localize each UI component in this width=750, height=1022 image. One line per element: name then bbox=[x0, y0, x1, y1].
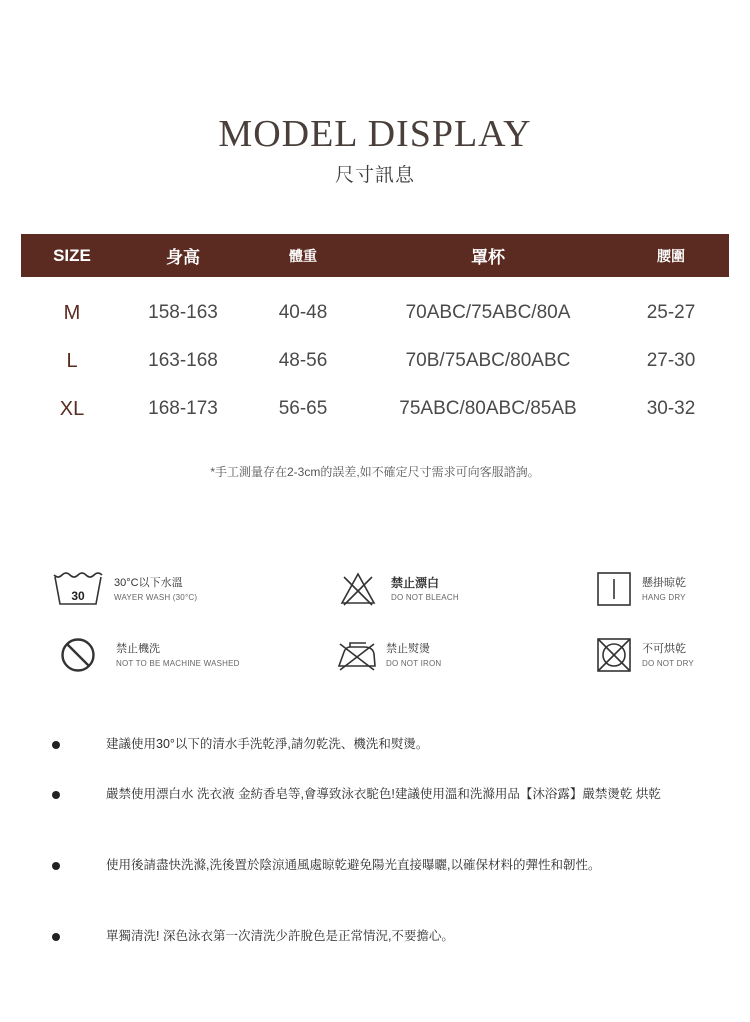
column-header-cup: 罩杯 bbox=[471, 248, 505, 267]
size-cell: L bbox=[66, 349, 78, 372]
height-cell: 163-168 bbox=[148, 350, 218, 371]
svg-text:30: 30 bbox=[71, 589, 85, 603]
waist-cell: 27-30 bbox=[646, 350, 696, 371]
care-label-en: HANG DRY bbox=[642, 593, 686, 602]
cup-cell: 70ABC/75ABC/80A bbox=[405, 302, 571, 323]
column-header-waist: 腰圍 bbox=[657, 247, 685, 264]
weight-cell: 48-56 bbox=[278, 350, 328, 371]
instruction-text: 嚴禁使用漂白水 洗衣液 金紡香皂等,會導致泳衣駝色!建議使用溫和洗滌用品【沐浴露】嚴禁燙乾 烘乾 bbox=[106, 787, 661, 801]
instruction-text: 使用後請盡快洗滌,洗後置於陰涼通風處晾乾避免陽光直接曝曬,以確保材料的彈性和韌性。 bbox=[106, 858, 601, 872]
list-item bbox=[52, 788, 692, 805]
care-label-en: WAYER WASH (30°C) bbox=[114, 593, 198, 602]
no-bleach-icon bbox=[339, 571, 377, 607]
cup-cell: 75ABC/80ABC/85AB bbox=[399, 398, 577, 419]
care-label: 30°C以下水溫 bbox=[114, 577, 183, 589]
column-header-height: 身高 bbox=[166, 248, 200, 267]
column-header-weight: 體重 bbox=[289, 247, 317, 264]
care-item-wash-30 bbox=[52, 571, 197, 607]
bullet-dot bbox=[52, 741, 60, 749]
care-item-no-tumble-dry bbox=[596, 637, 694, 673]
list-item bbox=[52, 930, 692, 947]
height-cell: 158-163 bbox=[148, 302, 218, 323]
care-item-hang-dry bbox=[596, 571, 686, 607]
weight-cell: 40-48 bbox=[278, 302, 328, 323]
size-cell: M bbox=[63, 301, 81, 324]
care-label: 禁止熨燙 bbox=[386, 643, 430, 655]
hang-dry-icon bbox=[596, 571, 632, 607]
table-row bbox=[21, 289, 729, 337]
instruction-text: 建議使用30°以下的清水手洗乾淨,請勿乾洗、機洗和熨燙。 bbox=[106, 737, 429, 751]
care-label-en: DO NOT BLEACH bbox=[391, 593, 459, 602]
care-item-no-machine-wash bbox=[60, 637, 240, 673]
waist-cell: 30-32 bbox=[646, 398, 696, 419]
care-label: 禁止機洗 bbox=[116, 643, 160, 655]
page-subtitle: 尺寸訊息 bbox=[334, 165, 415, 186]
care-item-no-bleach bbox=[339, 571, 459, 607]
instruction-text: 單獨清洗! 深色泳衣第一次清洗少許脫色是正常情況,不要擔心。 bbox=[106, 929, 454, 943]
no-iron-icon bbox=[336, 638, 378, 672]
height-cell: 168-173 bbox=[148, 398, 218, 419]
care-label: 懸掛晾乾 bbox=[642, 577, 686, 589]
waist-cell: 25-27 bbox=[646, 302, 696, 323]
list-item bbox=[52, 738, 692, 755]
size-cell: XL bbox=[59, 397, 85, 420]
care-label-en: DO NOT DRY bbox=[642, 659, 694, 668]
bullet-dot bbox=[52, 862, 60, 870]
care-label-en: NOT TO BE MACHINE WASHED bbox=[116, 659, 240, 668]
column-header-size: SIZE bbox=[53, 245, 91, 265]
bullet-dot bbox=[52, 933, 60, 941]
no-machine-wash-icon bbox=[60, 637, 96, 673]
weight-cell: 56-65 bbox=[278, 398, 328, 419]
measurement-note: *手工測量存在2-3cm的誤差,如不確定尺寸需求可向客服諮詢。 bbox=[210, 465, 540, 479]
no-tumble-dry-icon bbox=[596, 637, 632, 673]
care-label: 不可烘乾 bbox=[642, 643, 686, 655]
table-row bbox=[21, 385, 729, 433]
list-item bbox=[52, 859, 692, 876]
page-title: MODEL DISPLAY bbox=[218, 113, 532, 155]
wash-30-icon bbox=[52, 571, 104, 607]
care-label-en: DO NOT IRON bbox=[386, 659, 442, 668]
size-table bbox=[21, 234, 729, 433]
care-item-no-iron bbox=[336, 638, 441, 672]
table-row bbox=[21, 337, 729, 385]
cup-cell: 70B/75ABC/80ABC bbox=[405, 350, 571, 371]
size-table-header bbox=[21, 234, 729, 277]
care-label: 禁止漂白 bbox=[391, 576, 440, 590]
bullet-dot bbox=[52, 791, 60, 799]
